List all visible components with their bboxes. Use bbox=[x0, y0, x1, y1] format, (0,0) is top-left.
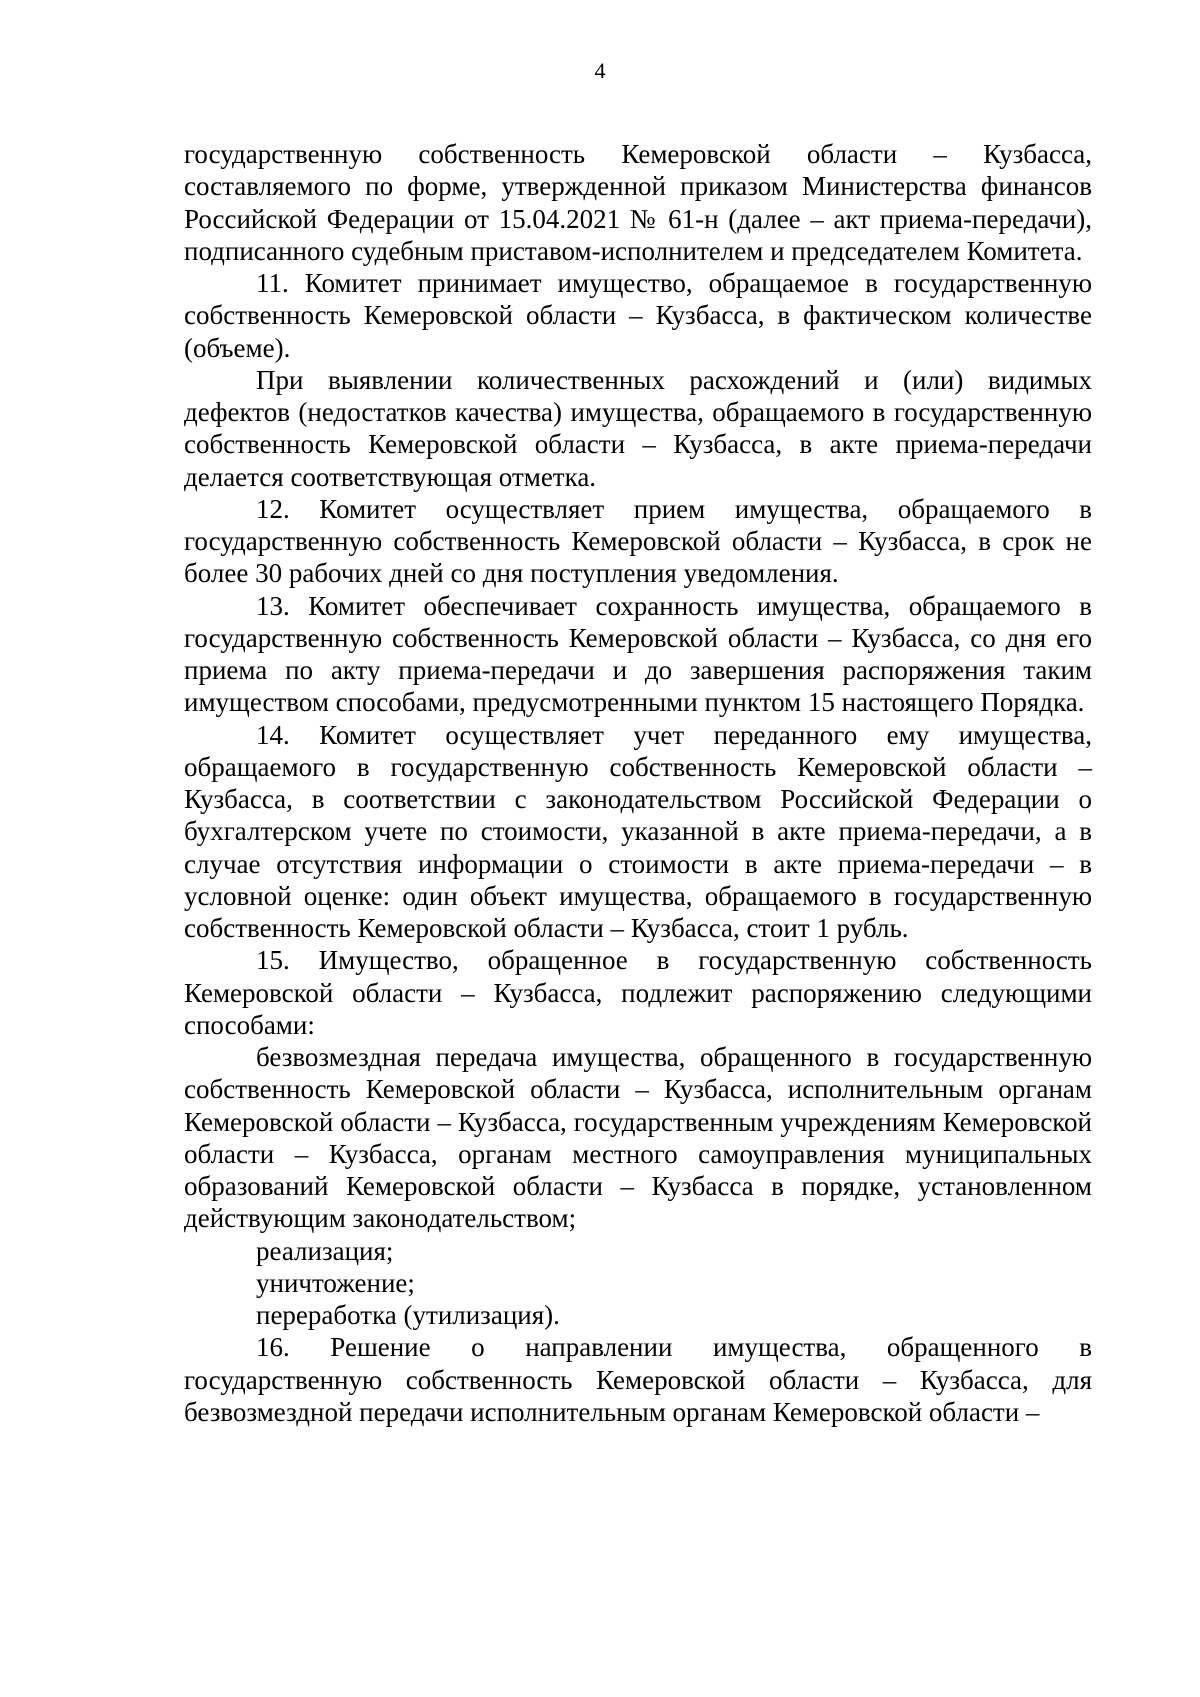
list-item-sale: реализация; bbox=[256, 1235, 394, 1266]
paragraph-15-transfer: безвозмездная передача имущества, обращенного в государственную собственность Кемеровской области – Кузбасса, исполнительным органам Кемеровской области – Кузбасса, государственным учреждениям Кемеровской области – Кузбасса, органам местного самоуправления муниципальных образований Кемеровской области – Кузбасса в порядке, установленном действующим законодательством; bbox=[184, 1042, 1092, 1234]
list-item-recycling: переработка (утилизация). bbox=[256, 1300, 560, 1330]
page-number: 4 bbox=[594, 58, 606, 83]
paragraph-11-defects: При выявлении количественных расхождений и (или) видимых дефектов (недостатков качества) имущества, обращаемого в государственную собственность Кемеровской области – Кузбасса, в акте приема-передачи делается соответствующая отметка. bbox=[184, 364, 1092, 492]
paragraph-11: 11. Комитет принимает имущество, обращаемое в государственную собственность Кемеровской области – Кузбасса, в фактическом количестве (объеме). bbox=[184, 268, 1092, 363]
list-item-destruction: уничтожение; bbox=[256, 1267, 415, 1298]
paragraph-14: 14. Комитет осуществляет учет переданного ему имущества, обращаемого в государственную собственность Кемеровской области – Кузбасса, в соответствии с законодательством Российской Федерации о бухгалтерском учете по стоимости, указанной в акте приема-передачи, а в случае отсутствия информации о стоимости в акте приема-передачи – в условной оценке: один объект имущества, обращаемого в государственную собственность Кемеровской области – Кузбасса, стоит 1 рубль. bbox=[184, 719, 1092, 943]
paragraph-continuation: государственную собственность Кемеровской области – Кузбасса, составляемого по форме, утвержденной приказом Министерства финансов Российской Федерации от 15.04.2021 № 61-н (далее – акт приема-передачи), подписанного судебным приставом-исполнителем и председателем Комитета. bbox=[184, 139, 1092, 266]
paragraph-12: 12. Комитет осуществляет прием имущества, обращаемого в государственную собственность Кемеровской области – Кузбасса, в срок не более 30 рабочих дней со дня поступления уведомления. bbox=[184, 493, 1092, 589]
paragraph-13: 13. Комитет обеспечивает сохранность имущества, обращаемого в государственную собственность Кемеровской области – Кузбасса, со дня его приема по акту приема-передачи и до завершения распоряжения таким имуществом способами, предусмотренными пунктом 15 настоящего Порядка. bbox=[184, 590, 1092, 718]
paragraph-16: 16. Решение о направлении имущества, обращенного в государственную собственность Кемеровской области – Кузбасса, для безвозмездной передачи исполнительным органам Кемеровской области – bbox=[184, 1332, 1092, 1427]
document-body bbox=[184, 138, 1092, 1428]
paragraph-15: 15. Имущество, обращенное в государственную собственность Кемеровской области – Кузбасса, подлежит распоряжению следующими способами: bbox=[184, 945, 1092, 1040]
